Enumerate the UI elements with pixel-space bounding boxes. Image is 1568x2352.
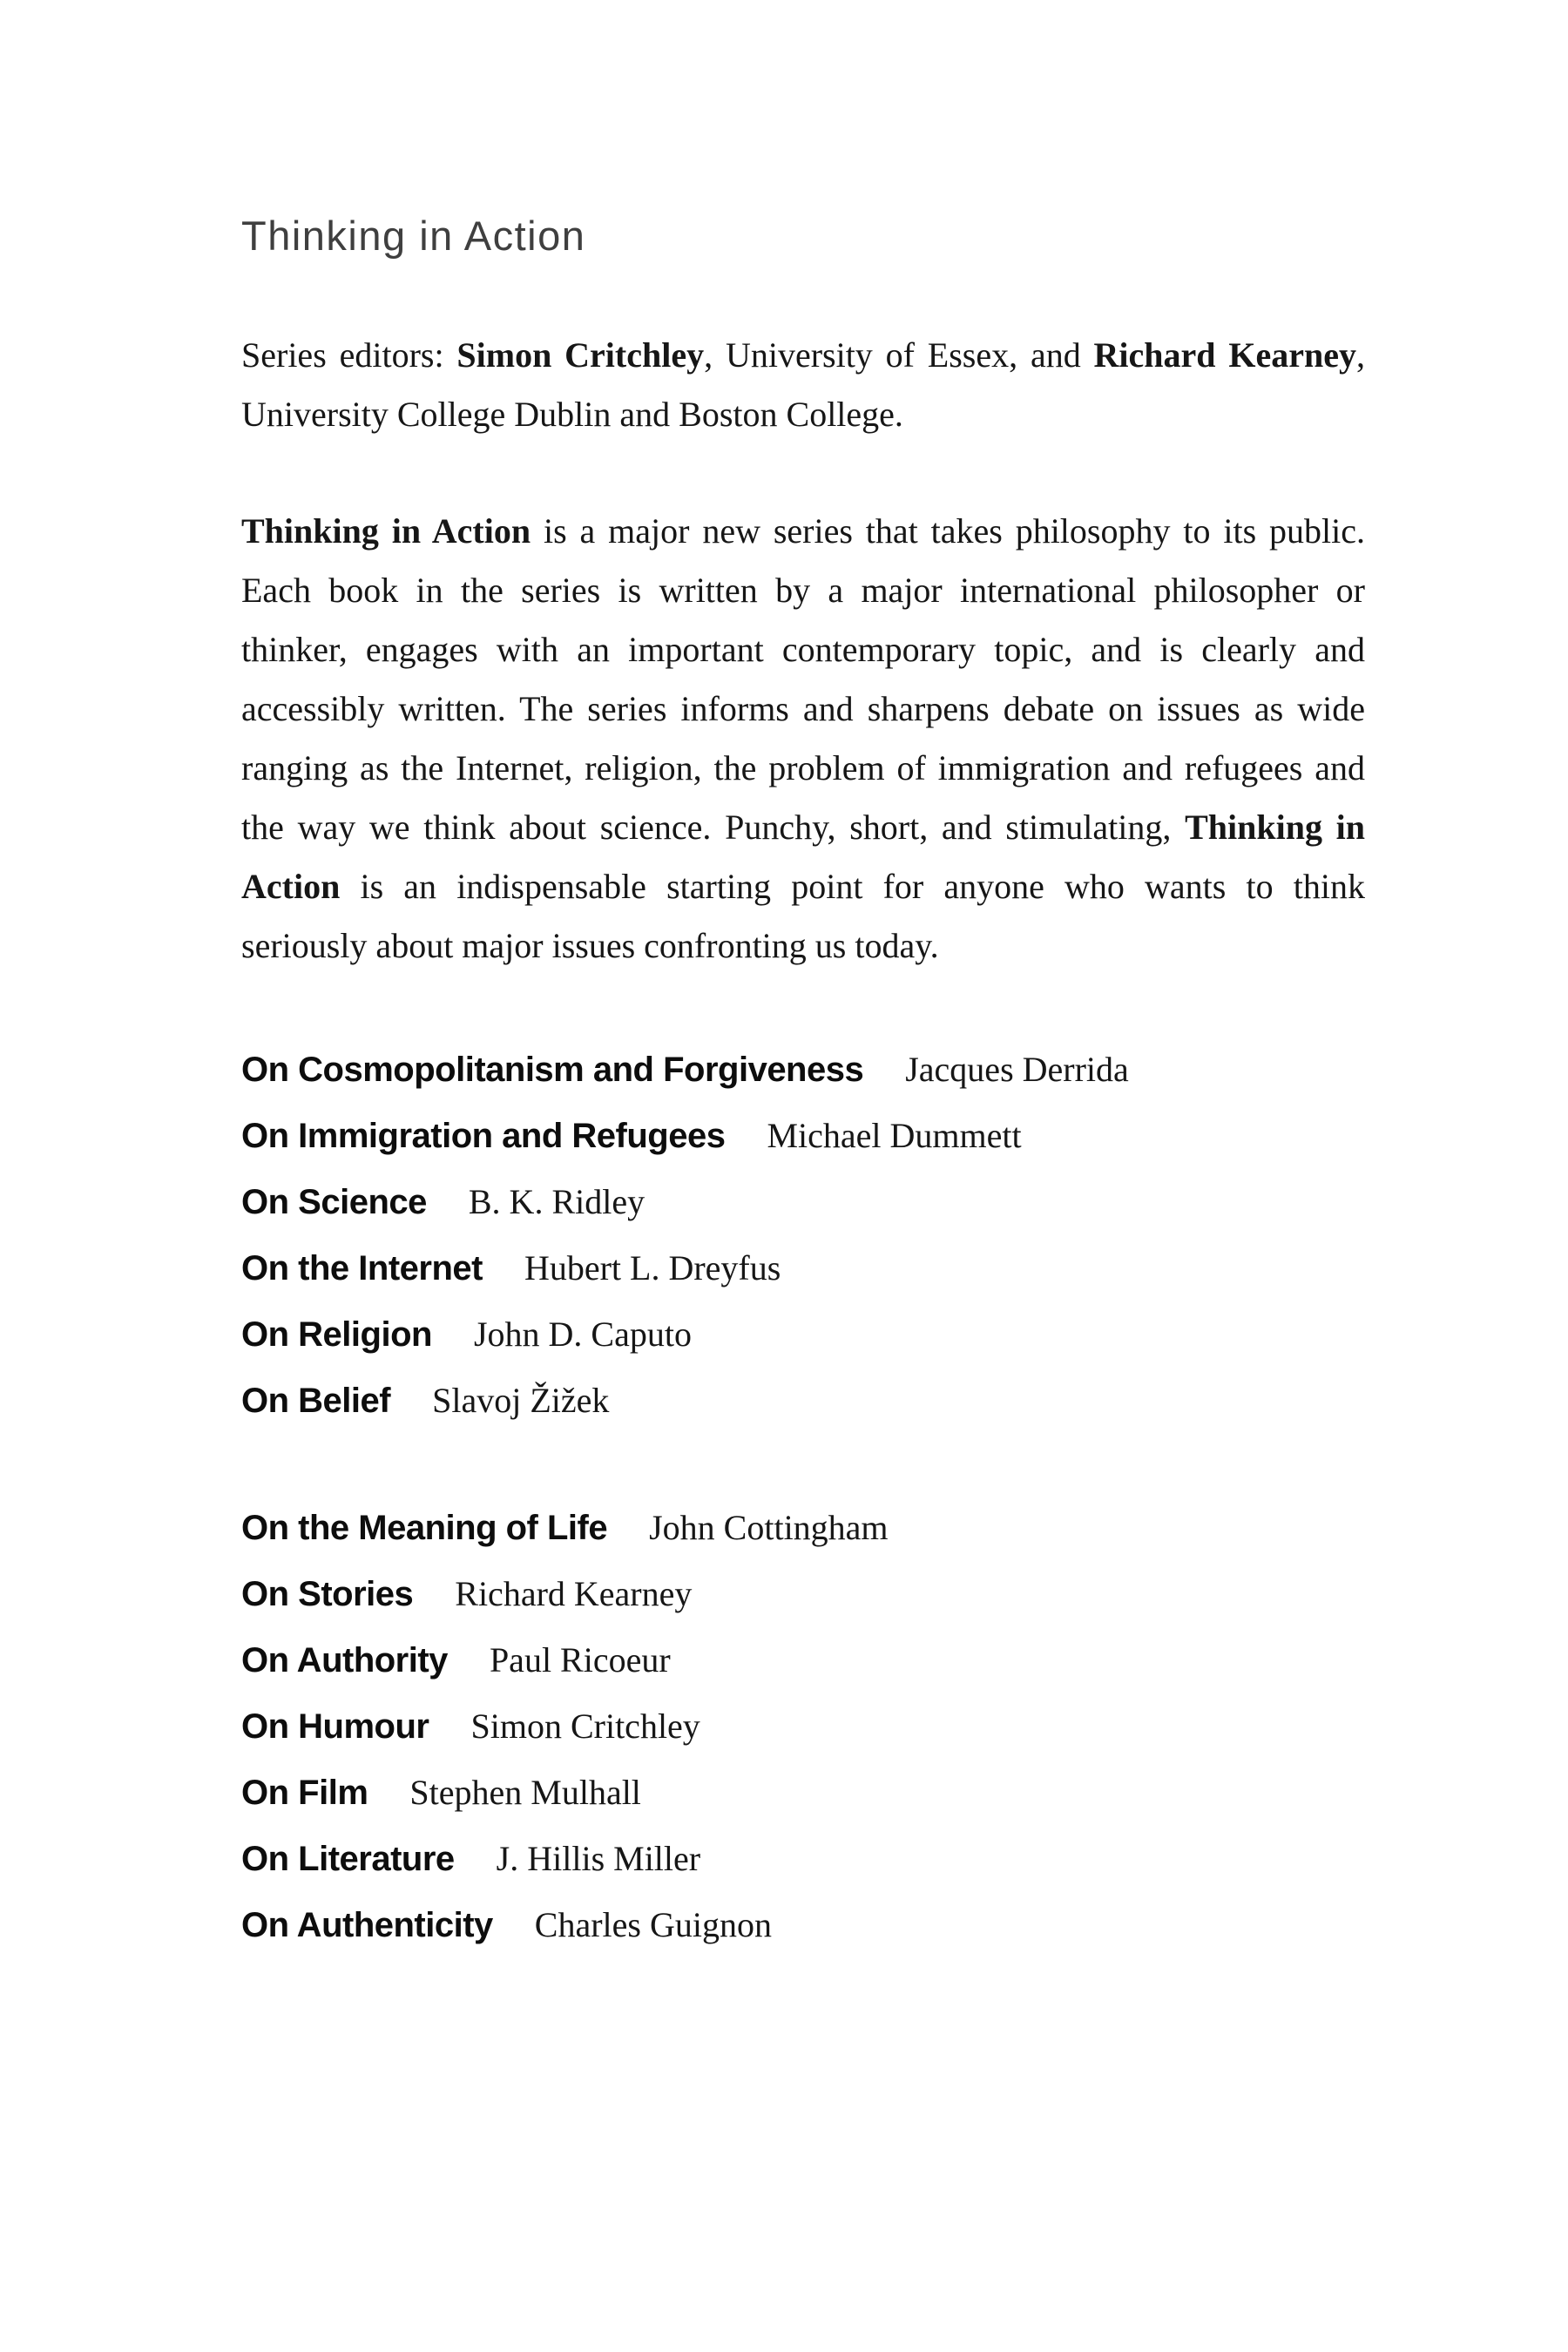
book-list-item	[241, 1498, 1365, 1565]
book-list-item	[241, 1565, 1365, 1631]
book-author: Hubert L. Dreyfus	[524, 1248, 781, 1288]
series-description-paragraph	[241, 502, 1365, 976]
book-title: On Film	[241, 1774, 368, 1812]
book-author: John D. Caputo	[473, 1315, 692, 1354]
description-text-mid: is a major new series that takes philosophy to its public. Each book in the series is written by a major international philosopher or thinker, engages with an important contemporary topic, and is clearly and accessibly written. The series informs and sharpens debate on issues as wide ranging as the Internet, religion, the problem of immigration and refugees and the way we think about science. Punchy, short, and stimulating,	[241, 511, 1365, 847]
book-title: On Humour	[241, 1707, 429, 1746]
editors-text-tail: , University College Dublin and Boston College.	[241, 335, 1366, 434]
book-author: Jacques Derrida	[905, 1050, 1129, 1089]
book-title: On Immigration and Refugees	[241, 1117, 726, 1155]
book-list-item	[241, 1040, 1365, 1106]
description-text-tail: is an indispensable starting point for anyone who wants to think seriously about major issues confronting us today.	[241, 867, 1365, 965]
series-name-bold-lead: Thinking in Action	[241, 511, 531, 551]
book-title: On Science	[241, 1183, 427, 1221]
editors-paragraph	[241, 326, 1365, 444]
series-name-bold-mid: Thinking in Action	[241, 808, 1366, 906]
editors-text-lead: Series editors:	[241, 335, 457, 375]
book-list-item	[241, 1829, 1365, 1896]
book-list-item	[241, 1697, 1365, 1763]
book-author: Slavoj Žižek	[432, 1381, 610, 1420]
page-content	[241, 212, 1365, 1962]
book-title: On Cosmopolitanism and Forgiveness	[241, 1051, 864, 1089]
book-author: Michael Dummett	[767, 1116, 1022, 1155]
book-title: On Stories	[241, 1575, 414, 1613]
book-list-item	[241, 1896, 1365, 1962]
book-list-item	[241, 1305, 1365, 1371]
book-title: On Literature	[241, 1840, 455, 1878]
series-title: Thinking in Action	[241, 213, 586, 259]
book-title: On the Meaning of Life	[241, 1509, 608, 1547]
book-author: B. K. Ridley	[468, 1182, 645, 1221]
book-author: J. Hillis Miller	[496, 1839, 701, 1878]
book-list-group-1	[241, 1040, 1365, 1437]
book-list-item	[241, 1239, 1365, 1305]
book-author: Richard Kearney	[455, 1574, 693, 1613]
editor-name-critchley: Simon Critchley	[456, 335, 705, 375]
book-title: On Authenticity	[241, 1906, 493, 1944]
book-title: On Religion	[241, 1315, 432, 1354]
editor-name-kearney: Richard Kearney	[1093, 335, 1357, 375]
book-title: On the Internet	[241, 1249, 483, 1288]
book-list-item	[241, 1371, 1365, 1437]
book-author: Charles Guignon	[534, 1905, 772, 1944]
book-list-item	[241, 1763, 1365, 1829]
book-title: On Belief	[241, 1382, 391, 1420]
book-list-item	[241, 1173, 1365, 1239]
book-list-item	[241, 1631, 1365, 1697]
book-author: Stephen Mulhall	[409, 1773, 641, 1812]
book-author: Paul Ricoeur	[489, 1640, 671, 1680]
book-author: Simon Critchley	[470, 1707, 700, 1746]
editors-text-mid: , University of Essex, and	[704, 335, 1094, 375]
book-title: On Authority	[241, 1641, 448, 1680]
book-list-group-2	[241, 1498, 1365, 1962]
book-author: John Cottingham	[649, 1508, 889, 1547]
book-list-item	[241, 1106, 1365, 1173]
